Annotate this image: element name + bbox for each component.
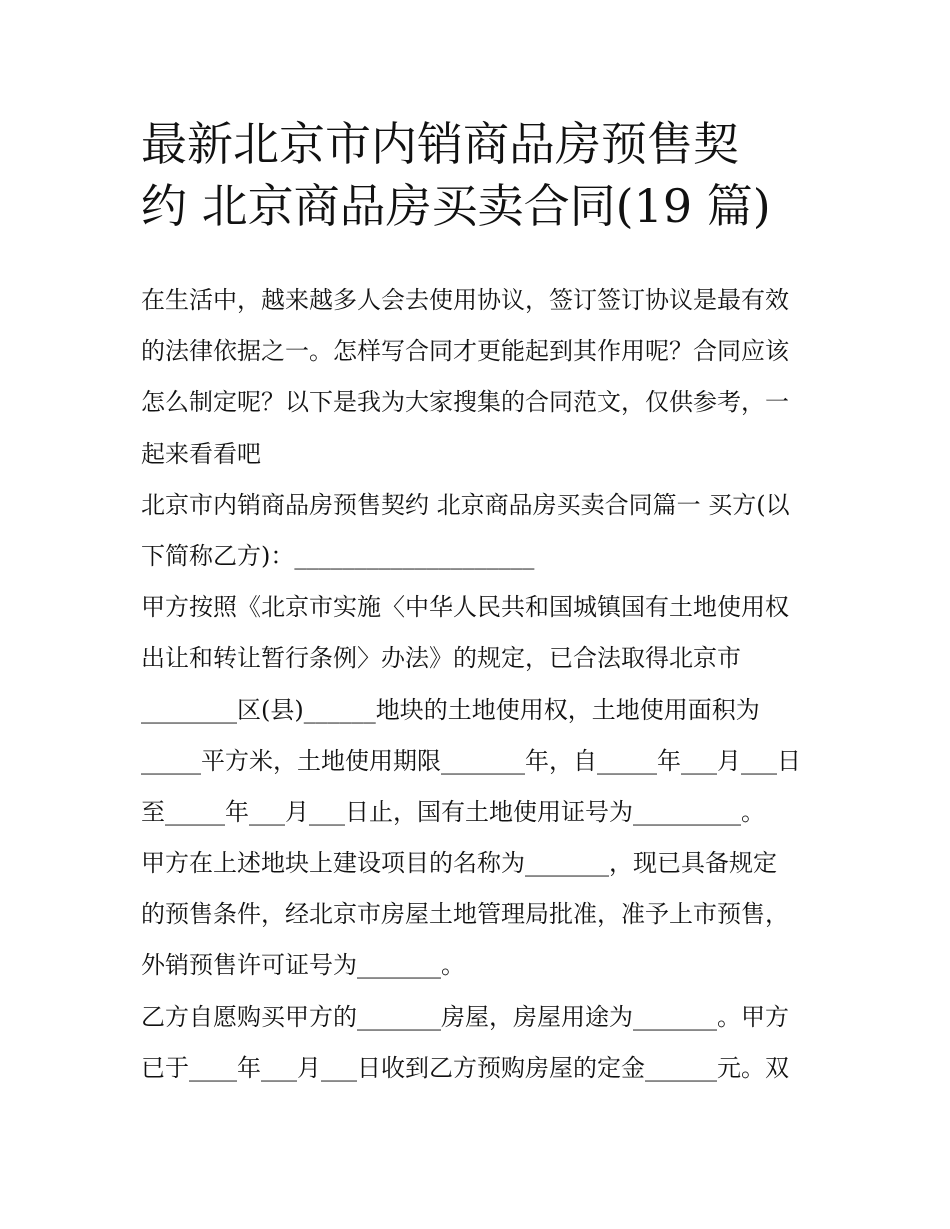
body-line-14: 外销预售许可证号为_______。	[141, 951, 465, 980]
body-line-9: ________区(县)______地块的土地使用权，土地使用面积为	[141, 695, 760, 724]
body-line-13: 的预售条件，经北京市房屋土地管理局批准，准予上市预售，	[141, 900, 789, 929]
document-body	[141, 275, 831, 1094]
body-line-16: 已于____年___月___日收到乙方预购房屋的定金______元。双	[141, 1053, 789, 1082]
body-line-8: 出让和转让暂行条例〉办法》的规定，已合法取得北京市	[141, 644, 741, 673]
body-line-2: 的法律依据之一。怎样写合同才更能起到其作用呢？合同应该	[141, 337, 789, 366]
body-line-10: _____平方米，土地使用期限_______年，自_____年___月___日	[141, 746, 801, 775]
body-line-1: 在生活中，越来越多人会去使用协议，签订签订协议是最有效	[141, 286, 789, 314]
document-title	[141, 113, 821, 237]
body-line-15: 乙方自愿购买甲方的_______房屋，房屋用途为_______。甲方	[141, 1002, 789, 1031]
body-line-3: 怎么制定呢？以下是我为大家搜集的合同范文，仅供参考，一	[141, 388, 789, 417]
body-line-5: 北京市内销商品房预售契约 北京商品房买卖合同篇一 买方(以	[141, 490, 790, 519]
body-line-7: 甲方按照《北京市实施〈中华人民共和国城镇国有土地使用权	[141, 593, 789, 622]
title-line-2: 约 北京商品房买卖合同(19 篇)	[141, 179, 771, 233]
title-line-1: 最新北京市内销商品房预售契	[141, 117, 739, 171]
body-line-6: 下简称乙方)：____________________	[141, 541, 535, 570]
body-line-11: 至_____年___月___日止，国有土地使用证号为_________。	[141, 797, 765, 826]
body-line-4: 起来看看吧	[141, 439, 261, 468]
body-line-12: 甲方在上述地块上建设项目的名称为_______，现已具备规定	[141, 849, 777, 878]
